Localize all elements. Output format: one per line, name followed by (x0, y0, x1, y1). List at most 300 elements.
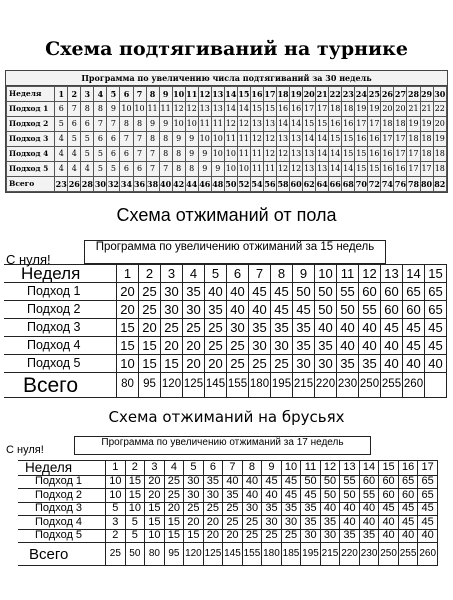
pullups-reps-cell: 17 (394, 132, 407, 147)
pullups-total-cell: 54 (250, 177, 263, 192)
dips-set-row (19, 489, 438, 503)
dips-reps-cell: 20 (223, 529, 243, 543)
dips-reps-cell: 35 (223, 489, 243, 503)
dips-total-cell: 185 (281, 543, 301, 566)
pushups-reps-cell: 25 (205, 319, 227, 337)
pushups-total-cell: 230 (337, 373, 359, 398)
pullups-reps-cell: 9 (185, 147, 198, 162)
dips-reps-cell: 45 (281, 475, 301, 489)
pullups-reps-cell: 8 (146, 132, 159, 147)
pullups-reps-cell: 11 (159, 102, 172, 117)
pullups-total-cell: 72 (368, 177, 381, 192)
pullups-total-cell: 66 (329, 177, 342, 192)
pushups-reps-cell: 40 (205, 283, 227, 301)
pushups-week-number: 11 (337, 265, 359, 283)
dips-reps-cell: 50 (301, 475, 321, 489)
pullups-week-number: 10 (172, 87, 185, 102)
pullups-reps-cell: 13 (290, 147, 303, 162)
dips-reps-cell: 30 (262, 516, 282, 530)
dips-total-cell: 120 (184, 543, 204, 566)
pushups-set-label: Подход 2 (5, 301, 117, 319)
dips-reps-cell: 45 (262, 475, 282, 489)
pushups-week-number: 9 (293, 265, 315, 283)
dips-reps-cell: 30 (320, 529, 340, 543)
dips-reps-cell: 30 (242, 502, 262, 516)
pullups-reps-cell: 10 (224, 162, 237, 177)
pushups-reps-cell: 35 (271, 319, 293, 337)
dips-reps-cell: 30 (184, 489, 204, 503)
pushups-reps-cell: 60 (381, 283, 403, 301)
dips-reps-cell: 20 (203, 516, 223, 530)
pullups-reps-cell: 10 (120, 102, 133, 117)
pullups-reps-cell: 5 (94, 147, 107, 162)
pullups-set-label: Подход 2 (7, 117, 55, 132)
pullups-reps-cell: 5 (94, 162, 107, 177)
pullups-set-label: Подход 4 (7, 147, 55, 162)
pullups-reps-cell: 16 (394, 162, 407, 177)
pullups-week-number: 3 (81, 87, 94, 102)
dips-reps-cell: 35 (359, 529, 379, 543)
pullups-reps-cell: 5 (68, 132, 81, 147)
dips-total-cell: 95 (164, 543, 184, 566)
pullups-reps-cell: 22 (433, 102, 446, 117)
pushups-total-cell: 145 (205, 373, 227, 398)
pullups-total-cell: 62 (303, 177, 316, 192)
pullups-reps-cell: 13 (303, 162, 316, 177)
pushups-week-number: 12 (359, 265, 381, 283)
pushups-reps-cell: 65 (403, 283, 425, 301)
pushups-total-row (5, 373, 447, 398)
pullups-reps-cell: 12 (263, 147, 276, 162)
pullups-reps-cell: 14 (224, 102, 237, 117)
dips-reps-cell: 30 (281, 516, 301, 530)
pullups-total-cell: 64 (316, 177, 329, 192)
dips-week-row (19, 461, 438, 476)
pullups-reps-cell: 13 (211, 102, 224, 117)
pullups-reps-cell: 9 (159, 117, 172, 132)
pullups-reps-cell: 11 (198, 117, 211, 132)
pullups-total-cell: 36 (133, 177, 146, 192)
pullups-reps-cell: 10 (172, 117, 185, 132)
dips-reps-cell: 10 (106, 475, 126, 489)
pushups-reps-cell: 30 (293, 355, 315, 373)
pushups-reps-cell: 55 (337, 283, 359, 301)
pullups-reps-cell: 10 (237, 162, 250, 177)
pullups-reps-cell: 12 (277, 147, 290, 162)
pullups-total-cell: 38 (146, 177, 159, 192)
pullups-set-row (7, 117, 447, 132)
pushups-week-number: 14 (403, 265, 425, 283)
pullups-total-cell: 40 (159, 177, 172, 192)
dips-reps-cell: 45 (398, 516, 418, 530)
pullups-week-number: 25 (368, 87, 381, 102)
pushups-reps-cell: 25 (227, 337, 249, 355)
pushups-week-number: 13 (381, 265, 403, 283)
pushups-total-cell: 215 (293, 373, 315, 398)
dips-reps-cell: 45 (418, 502, 438, 516)
dips-reps-cell: 20 (184, 516, 204, 530)
pushups-set-label: Подход 1 (5, 283, 117, 301)
pullups-week-label: Неделя (7, 87, 55, 102)
pullups-reps-cell: 8 (81, 102, 94, 117)
pushups-reps-cell: 10 (117, 355, 139, 373)
dips-week-number: 5 (184, 461, 204, 476)
pushups-reps-cell: 35 (205, 301, 227, 319)
pullups-reps-cell: 17 (355, 117, 368, 132)
pullups-reps-cell: 11 (250, 147, 263, 162)
pushups-total-cell: 195 (271, 373, 293, 398)
dips-set-row (19, 529, 438, 543)
pullups-reps-cell: 8 (120, 117, 133, 132)
dips-reps-cell: 40 (418, 529, 438, 543)
pullups-reps-cell: 14 (290, 117, 303, 132)
pushups-week-number: 8 (271, 265, 293, 283)
pullups-reps-cell: 17 (381, 132, 394, 147)
pushups-reps-cell: 60 (381, 301, 403, 319)
pushups-reps-cell: 35 (315, 337, 337, 355)
pullups-week-number: 13 (211, 87, 224, 102)
dips-reps-cell: 40 (398, 529, 418, 543)
pullups-reps-cell: 16 (290, 102, 303, 117)
pushups-reps-cell: 65 (425, 301, 447, 319)
pullups-set-label: Подход 3 (7, 132, 55, 147)
pullups-reps-cell: 10 (211, 132, 224, 147)
dips-week-number: 7 (223, 461, 243, 476)
dips-reps-cell: 40 (359, 516, 379, 530)
pushups-reps-cell: 35 (293, 337, 315, 355)
pushups-reps-cell: 45 (293, 301, 315, 319)
pullups-week-number: 14 (224, 87, 237, 102)
dips-reps-cell: 10 (106, 489, 126, 503)
pushups-week-number: 3 (161, 265, 183, 283)
dips-total-cell: 260 (418, 543, 438, 566)
pushups-reps-cell: 35 (183, 283, 205, 301)
dips-reps-cell: 35 (262, 502, 282, 516)
dips-total-cell: 25 (106, 543, 126, 566)
pullups-week-number: 9 (159, 87, 172, 102)
pushups-set-label: Подход 5 (5, 355, 117, 373)
pushups-total-cell (425, 373, 447, 398)
pullups-reps-cell: 12 (277, 162, 290, 177)
pullups-week-number: 8 (146, 87, 159, 102)
pushups-reps-cell: 45 (425, 319, 447, 337)
pullups-reps-cell: 12 (237, 117, 250, 132)
dips-set-label: Подход 2 (19, 489, 106, 503)
pullups-reps-cell: 20 (381, 102, 394, 117)
dips-reps-cell: 40 (242, 475, 262, 489)
pushups-reps-cell: 45 (425, 337, 447, 355)
pullups-reps-cell: 15 (263, 102, 276, 117)
pullups-reps-cell: 7 (133, 132, 146, 147)
pullups-reps-cell: 19 (368, 102, 381, 117)
pullups-reps-cell: 16 (381, 162, 394, 177)
pushups-set-label: Подход 4 (5, 337, 117, 355)
dips-reps-cell: 60 (379, 475, 399, 489)
dips-reps-cell: 25 (184, 502, 204, 516)
pushups-reps-cell: 30 (227, 319, 249, 337)
pullups-week-number: 21 (316, 87, 329, 102)
pullups-reps-cell: 14 (237, 102, 250, 117)
pullups-reps-cell: 12 (172, 102, 185, 117)
pushups-reps-cell: 15 (161, 355, 183, 373)
pullups-total-cell: 23 (55, 177, 68, 192)
pullups-reps-cell: 18 (433, 147, 446, 162)
pushups-caption: Программа по увеличению отжиманий за 15 недель (84, 240, 386, 264)
dips-total-cell: 125 (203, 543, 223, 566)
pushups-reps-cell: 45 (271, 283, 293, 301)
pullups-reps-cell: 14 (342, 162, 355, 177)
dips-total-cell: 215 (320, 543, 340, 566)
pullups-set-label: Подход 5 (7, 162, 55, 177)
pushups-reps-cell: 40 (227, 301, 249, 319)
pullups-reps-cell: 18 (407, 132, 420, 147)
dips-reps-cell: 45 (379, 502, 399, 516)
pushups-reps-cell: 50 (293, 283, 315, 301)
pullups-total-cell: 44 (185, 177, 198, 192)
pushups-week-number: 4 (183, 265, 205, 283)
pullups-total-cell: 32 (107, 177, 120, 192)
dips-week-number: 11 (301, 461, 321, 476)
pullups-reps-cell: 15 (303, 117, 316, 132)
pushups-reps-cell: 45 (249, 283, 271, 301)
pullups-reps-cell: 7 (146, 147, 159, 162)
dips-reps-cell: 25 (223, 502, 243, 516)
pullups-total-cell: 52 (237, 177, 250, 192)
dips-reps-cell: 35 (301, 502, 321, 516)
pullups-reps-cell: 7 (120, 132, 133, 147)
pushups-week-number: 2 (139, 265, 161, 283)
dips-reps-cell: 25 (281, 529, 301, 543)
dips-reps-cell: 40 (379, 529, 399, 543)
pullups-reps-cell: 7 (159, 162, 172, 177)
pullups-reps-cell: 4 (55, 147, 68, 162)
pullups-reps-cell: 6 (81, 117, 94, 132)
pullups-reps-cell: 11 (237, 147, 250, 162)
dips-week-number: 9 (262, 461, 282, 476)
dips-reps-cell: 50 (320, 475, 340, 489)
pullups-title: Схема подтягиваний на турнике (45, 38, 408, 60)
dips-reps-cell: 5 (125, 529, 145, 543)
pushups-total-cell: 155 (227, 373, 249, 398)
pullups-reps-cell: 12 (224, 117, 237, 132)
dips-table (18, 460, 438, 566)
dips-reps-cell: 60 (359, 475, 379, 489)
pullups-total-cell: 46 (198, 177, 211, 192)
pullups-reps-cell: 13 (277, 132, 290, 147)
pullups-week-number: 1 (55, 87, 68, 102)
pushups-reps-cell: 45 (403, 319, 425, 337)
pullups-reps-cell: 12 (185, 102, 198, 117)
dips-reps-cell: 60 (398, 489, 418, 503)
pullups-total-cell: 28 (81, 177, 94, 192)
pushups-week-number: 7 (249, 265, 271, 283)
pushups-reps-cell: 45 (403, 337, 425, 355)
pushups-reps-cell: 20 (183, 337, 205, 355)
pushups-reps-cell: 15 (117, 319, 139, 337)
pushups-reps-cell: 30 (315, 355, 337, 373)
dips-reps-cell: 40 (262, 489, 282, 503)
pushups-reps-cell: 35 (293, 319, 315, 337)
dips-reps-cell: 40 (379, 516, 399, 530)
dips-reps-cell: 20 (145, 475, 165, 489)
dips-set-row (19, 502, 438, 516)
pushups-reps-cell: 15 (139, 355, 161, 373)
dips-total-cell: 50 (125, 543, 145, 566)
pullups-reps-cell: 13 (198, 102, 211, 117)
dips-set-label: Подход 5 (19, 529, 106, 543)
pushups-total-cell: 125 (183, 373, 205, 398)
pushups-week-number: 10 (315, 265, 337, 283)
pullups-week-number: 26 (381, 87, 394, 102)
pullups-total-cell: 82 (433, 177, 446, 192)
dips-reps-cell: 15 (164, 529, 184, 543)
pushups-reps-cell: 40 (249, 301, 271, 319)
dips-total-cell: 255 (398, 543, 418, 566)
pushups-reps-cell: 40 (381, 337, 403, 355)
pullups-reps-cell: 16 (342, 117, 355, 132)
pullups-reps-cell: 6 (107, 147, 120, 162)
dips-reps-cell: 50 (340, 489, 360, 503)
pullups-reps-cell: 17 (394, 147, 407, 162)
pullups-reps-cell: 12 (290, 162, 303, 177)
pushups-reps-cell: 40 (337, 319, 359, 337)
pullups-reps-cell: 17 (407, 147, 420, 162)
pullups-reps-cell: 15 (250, 102, 263, 117)
pullups-reps-cell: 12 (250, 132, 263, 147)
pullups-week-number: 19 (290, 87, 303, 102)
dips-week-number: 12 (320, 461, 340, 476)
pullups-reps-cell: 14 (303, 132, 316, 147)
pullups-total-cell: 80 (420, 177, 433, 192)
pushups-set-row (5, 319, 447, 337)
pullups-reps-cell: 5 (107, 162, 120, 177)
pushups-reps-cell: 60 (403, 301, 425, 319)
pullups-reps-cell: 13 (290, 132, 303, 147)
dips-reps-cell: 5 (106, 502, 126, 516)
pullups-reps-cell: 21 (407, 102, 420, 117)
dips-set-label: Подход 4 (19, 516, 106, 530)
pullups-set-row (7, 102, 447, 117)
pullups-total-cell: 30 (94, 177, 107, 192)
pullups-week-number: 28 (407, 87, 420, 102)
dips-reps-cell: 30 (203, 489, 223, 503)
dips-set-label: Подход 3 (19, 502, 106, 516)
dips-week-number: 14 (359, 461, 379, 476)
pullups-reps-cell: 6 (94, 132, 107, 147)
pullups-reps-cell: 18 (329, 102, 342, 117)
pushups-reps-cell: 40 (359, 337, 381, 355)
dips-reps-cell: 15 (145, 516, 165, 530)
pullups-reps-cell: 6 (68, 117, 81, 132)
pullups-reps-cell: 10 (198, 132, 211, 147)
pullups-reps-cell: 17 (303, 102, 316, 117)
pushups-reps-cell: 20 (161, 337, 183, 355)
pullups-week-number: 4 (94, 87, 107, 102)
pullups-caption: Программа по увеличению числа подтягиваний за 30 недель (6, 71, 447, 86)
pullups-reps-cell: 15 (342, 147, 355, 162)
pullups-reps-cell: 6 (133, 162, 146, 177)
pullups-reps-cell: 11 (224, 132, 237, 147)
pullups-week-number: 23 (342, 87, 355, 102)
pullups-reps-cell: 13 (250, 117, 263, 132)
pullups-week-number: 29 (420, 87, 433, 102)
dips-set-row (19, 516, 438, 530)
pullups-reps-cell: 17 (368, 117, 381, 132)
pushups-title: Схема отжиманий от пола (116, 205, 337, 225)
pushups-total-cell: 95 (139, 373, 161, 398)
pullups-week-number: 5 (107, 87, 120, 102)
pullups-week-number: 16 (250, 87, 263, 102)
dips-reps-cell: 25 (242, 516, 262, 530)
pushups-reps-cell: 30 (271, 337, 293, 355)
pullups-total-cell: 78 (407, 177, 420, 192)
pullups-reps-cell: 20 (433, 117, 446, 132)
pushups-total-cell: 80 (117, 373, 139, 398)
pushups-reps-cell: 25 (139, 283, 161, 301)
dips-reps-cell: 25 (242, 529, 262, 543)
dips-reps-cell: 30 (184, 475, 204, 489)
dips-reps-cell: 15 (125, 489, 145, 503)
pullups-reps-cell: 17 (316, 102, 329, 117)
dips-week-number: 6 (203, 461, 223, 476)
dips-reps-cell: 20 (145, 489, 165, 503)
dips-reps-cell: 35 (281, 502, 301, 516)
pullups-reps-cell: 8 (159, 147, 172, 162)
pullups-reps-cell: 19 (355, 102, 368, 117)
pushups-reps-cell: 25 (161, 319, 183, 337)
pullups-reps-cell: 13 (303, 147, 316, 162)
pushups-reps-cell: 15 (117, 337, 139, 355)
pullups-reps-cell: 7 (133, 147, 146, 162)
dips-week-number: 13 (340, 461, 360, 476)
pullups-reps-cell: 16 (381, 147, 394, 162)
pushups-total-cell: 260 (403, 373, 425, 398)
dips-total-cell: 230 (359, 543, 379, 566)
pullups-week-number: 27 (394, 87, 407, 102)
pullups-reps-cell: 6 (107, 132, 120, 147)
pullups-week-number: 18 (277, 87, 290, 102)
pushups-reps-cell: 50 (315, 301, 337, 319)
dips-week-label: Неделя (19, 461, 106, 476)
pullups-reps-cell: 8 (172, 162, 185, 177)
pullups-reps-cell: 4 (55, 132, 68, 147)
dips-total-cell: 250 (379, 543, 399, 566)
pullups-week-number: 17 (263, 87, 276, 102)
pullups-reps-cell: 13 (316, 162, 329, 177)
pushups-reps-cell: 45 (271, 301, 293, 319)
pullups-reps-cell: 18 (420, 132, 433, 147)
pullups-reps-cell: 8 (185, 162, 198, 177)
pullups-reps-cell: 11 (146, 102, 159, 117)
pullups-reps-cell: 13 (263, 117, 276, 132)
pushups-reps-cell: 20 (117, 301, 139, 319)
pullups-reps-cell: 16 (355, 132, 368, 147)
dips-reps-cell: 25 (262, 529, 282, 543)
pullups-reps-cell: 19 (433, 132, 446, 147)
pullups-reps-cell: 16 (329, 117, 342, 132)
pullups-reps-cell: 18 (394, 117, 407, 132)
pullups-total-cell: 58 (277, 177, 290, 192)
dips-reps-cell: 25 (203, 502, 223, 516)
pullups-reps-cell: 7 (146, 162, 159, 177)
pullups-week-number: 6 (120, 87, 133, 102)
dips-set-label: Подход 1 (19, 475, 106, 489)
pushups-reps-cell: 15 (139, 337, 161, 355)
pushups-week-number: 1 (117, 265, 139, 283)
pullups-reps-cell: 9 (211, 162, 224, 177)
pullups-week-number: 11 (185, 87, 198, 102)
dips-week-number: 4 (164, 461, 184, 476)
